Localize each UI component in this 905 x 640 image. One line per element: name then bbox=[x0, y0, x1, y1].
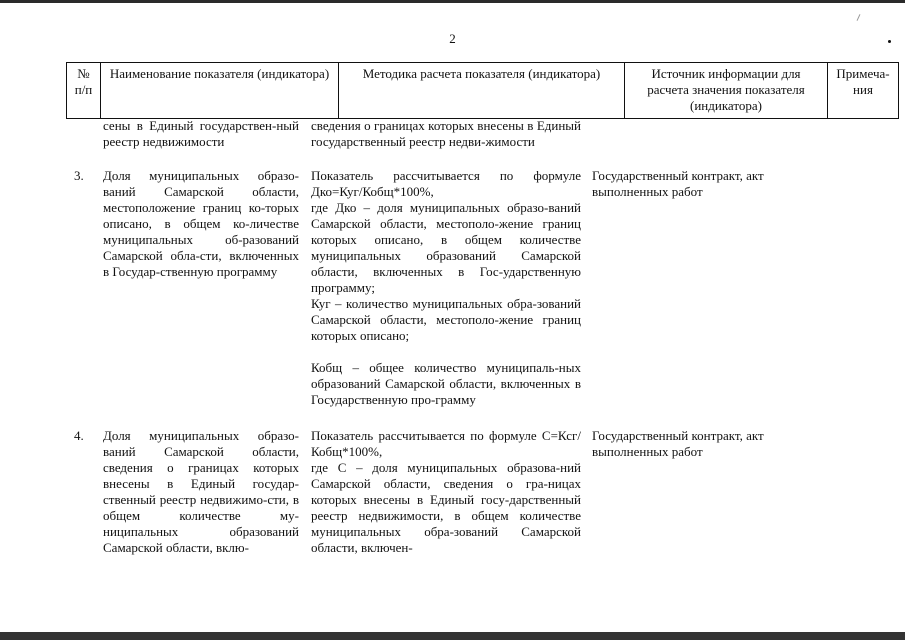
formula-intro: Показатель рассчитывается по формуле Дко=Куг/Кобщ*100%, bbox=[311, 168, 581, 199]
formula-definition: где С – доля муниципальных образова-ний Самарской области, сведения о гра-ницах которых внесены в Единый госу-дарственный реестр недвижимости, в общем количестве муниципальных обра-зований Самарской области, включен- bbox=[311, 460, 581, 555]
formula-intro: Показатель рассчитывается по формуле С=Ксг/Кобщ*100%, bbox=[311, 428, 581, 459]
info-source: Государственный контракт, акт выполненных работ bbox=[592, 168, 764, 199]
formula-term: Куг – количество муниципальных обра-зований Самарской области, местополо-жение границ которых описано; bbox=[311, 296, 581, 343]
header-col-name: Наименование показателя (индикатора) bbox=[101, 63, 339, 119]
page-number: 2 bbox=[449, 31, 456, 46]
formula-term: Кобщ – общее количество муниципаль-ных образований Самарской области, включенных в Государственную про-грамму bbox=[311, 360, 581, 407]
info-source: Государственный контракт, акт выполненных работ bbox=[592, 428, 764, 459]
header-col-num: № п/п bbox=[67, 63, 101, 119]
header-col-method: Методика расчета показателя (индикатора) bbox=[339, 63, 625, 119]
top-border bbox=[0, 0, 905, 3]
row-number: 4. bbox=[74, 428, 84, 443]
row-number: 3. bbox=[74, 168, 84, 183]
continuation-method: сведения о границах которых внесены в Единый государственный реестр недви-жимости bbox=[311, 118, 581, 149]
indicator-name: Доля муниципальных образо-ваний Самарской области, местоположение границ ко-торых описано, в общем ко-личестве муниципальных об-разований Самарской обла-сти, включенных в Государ-ственную программу bbox=[103, 168, 299, 279]
scan-mark bbox=[857, 14, 861, 21]
header-col-source: Источник информации для расчета значения показателя (индикатора) bbox=[625, 63, 828, 119]
indicator-name: Доля муниципальных образо-ваний Самарской области, сведения о границах которых внесены в Единый государ-ственный реестр недвижимо-сти, в общем количестве му-ниципальных образований Самарской области, вклю- bbox=[103, 428, 299, 555]
formula-definition: где Дко – доля муниципальных образо-ваний Самарской области, местополо-жение границ которых описано, в общем количестве муниципальных образований Самарской области, включенных в Гос-ударственную программу; bbox=[311, 200, 581, 295]
table-header bbox=[66, 62, 899, 119]
header-col-note: Примеча-ния bbox=[828, 63, 899, 119]
continuation-name: сены в Единый государствен-ный реестр недвижимости bbox=[103, 118, 299, 149]
bottom-border bbox=[0, 632, 905, 640]
